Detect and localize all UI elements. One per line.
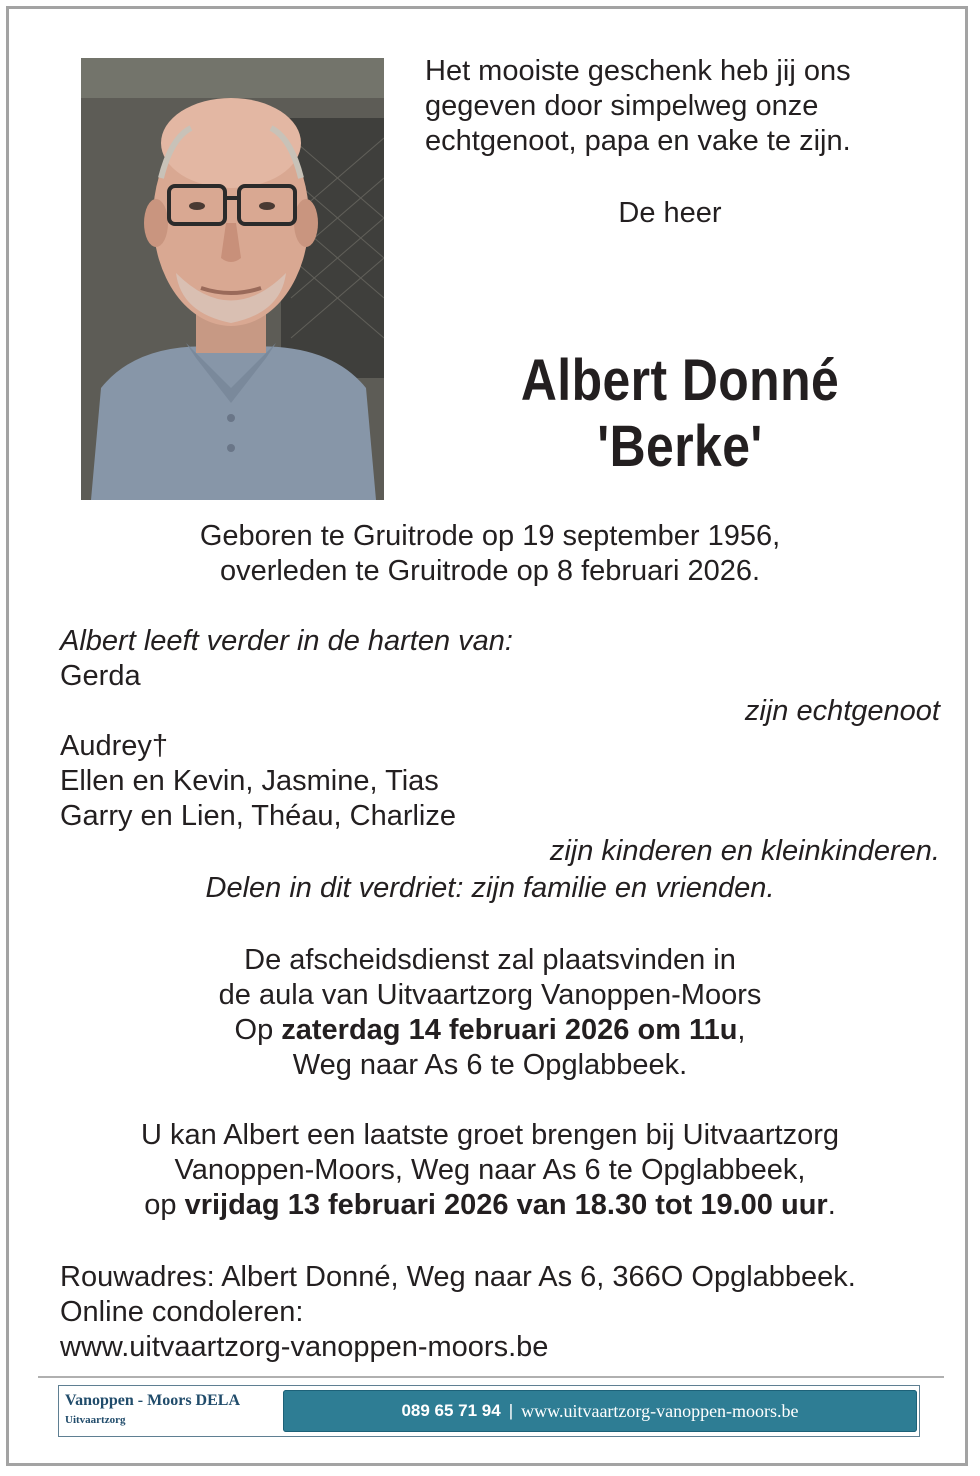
condolence-label: Online condoleren: xyxy=(60,1296,304,1328)
funeral-home-logo xyxy=(65,1390,285,1432)
child-line: Garry en Lien, Théau, Charlize xyxy=(60,800,457,832)
visitation-info xyxy=(30,1118,950,1223)
funeral-home-footer xyxy=(58,1385,920,1437)
visitation-date: vrijdag 13 februari 2026 van 18.30 tot 19.00 uur xyxy=(184,1189,828,1221)
birth-death-info xyxy=(30,519,950,589)
contact-info xyxy=(60,1260,940,1365)
deceased-name: Albert Donné xyxy=(520,348,840,413)
birth-line: Geboren te Gruitrode op 19 september 1956, xyxy=(199,520,781,552)
children-relation: zijn kinderen en kleinkinderen. xyxy=(549,835,940,867)
deceased-name-block xyxy=(461,348,900,480)
service-address: Weg naar As 6 te Opglabbeek. xyxy=(292,1049,688,1081)
footer-phone[interactable]: 089 65 71 94 xyxy=(401,1401,501,1420)
service-line: De afscheidsdienst zal plaatsvinden in xyxy=(244,944,736,976)
quote-line: gegeven door simpelweg onze xyxy=(425,90,819,122)
portrait-photo xyxy=(81,58,384,500)
quote-line: echtgenoot, papa en vake te zijn. xyxy=(425,125,851,157)
mourning-address: Rouwadres: Albert Donné, Weg naar As 6, 366O Opglabbeek. xyxy=(60,1261,856,1293)
logo-subtitle: Uitvaartzorg xyxy=(65,1414,126,1426)
footer-contact-bar xyxy=(283,1390,917,1432)
title-prefix: De heer xyxy=(618,197,722,229)
family-block xyxy=(60,624,940,869)
family-intro: Albert leeft verder in de harten van: xyxy=(60,625,513,657)
service-info xyxy=(30,943,950,1083)
footer-separator: | xyxy=(508,1401,514,1420)
opening-quote xyxy=(425,54,945,159)
logo-name: Vanoppen - Moors DELA xyxy=(65,1392,240,1409)
visitation-date-prefix: op xyxy=(144,1189,185,1221)
deceased-nickname: 'Berke' xyxy=(597,414,763,479)
spouse-relation: zijn echtgenoot xyxy=(744,695,940,727)
footer-website[interactable]: www.uitvaartzorg-vanoppen-moors.be xyxy=(521,1400,799,1421)
child-line: Ellen en Kevin, Jasmine, Tias xyxy=(60,765,439,797)
service-line: de aula van Uitvaartzorg Vanoppen-Moors xyxy=(218,979,762,1011)
condolence-url[interactable]: www.uitvaartzorg-vanoppen-moors.be xyxy=(60,1331,549,1363)
others-line: Delen in dit verdriet: zijn familie en vrienden. xyxy=(205,872,775,904)
visitation-date-suffix: . xyxy=(827,1189,836,1221)
visitation-line: Vanoppen-Moors, Weg naar As 6 te Opglabbeek, xyxy=(174,1154,806,1186)
spouse-name: Gerda xyxy=(60,660,141,692)
service-date-suffix: , xyxy=(737,1014,746,1046)
service-date-prefix: Op xyxy=(234,1014,282,1046)
quote-line: Het mooiste geschenk heb jij ons xyxy=(425,55,851,87)
visitation-line: U kan Albert een laatste groet brengen bij Uitvaartzorg xyxy=(140,1119,839,1151)
visitation-date-line xyxy=(30,1188,950,1223)
death-line: overleden te Gruitrode op 8 februari 2026. xyxy=(219,555,761,587)
footer-divider xyxy=(38,1376,944,1378)
child-line: Audrey† xyxy=(60,730,169,762)
service-date: zaterdag 14 februari 2026 om 11u xyxy=(281,1014,738,1046)
service-date-line xyxy=(30,1013,950,1048)
